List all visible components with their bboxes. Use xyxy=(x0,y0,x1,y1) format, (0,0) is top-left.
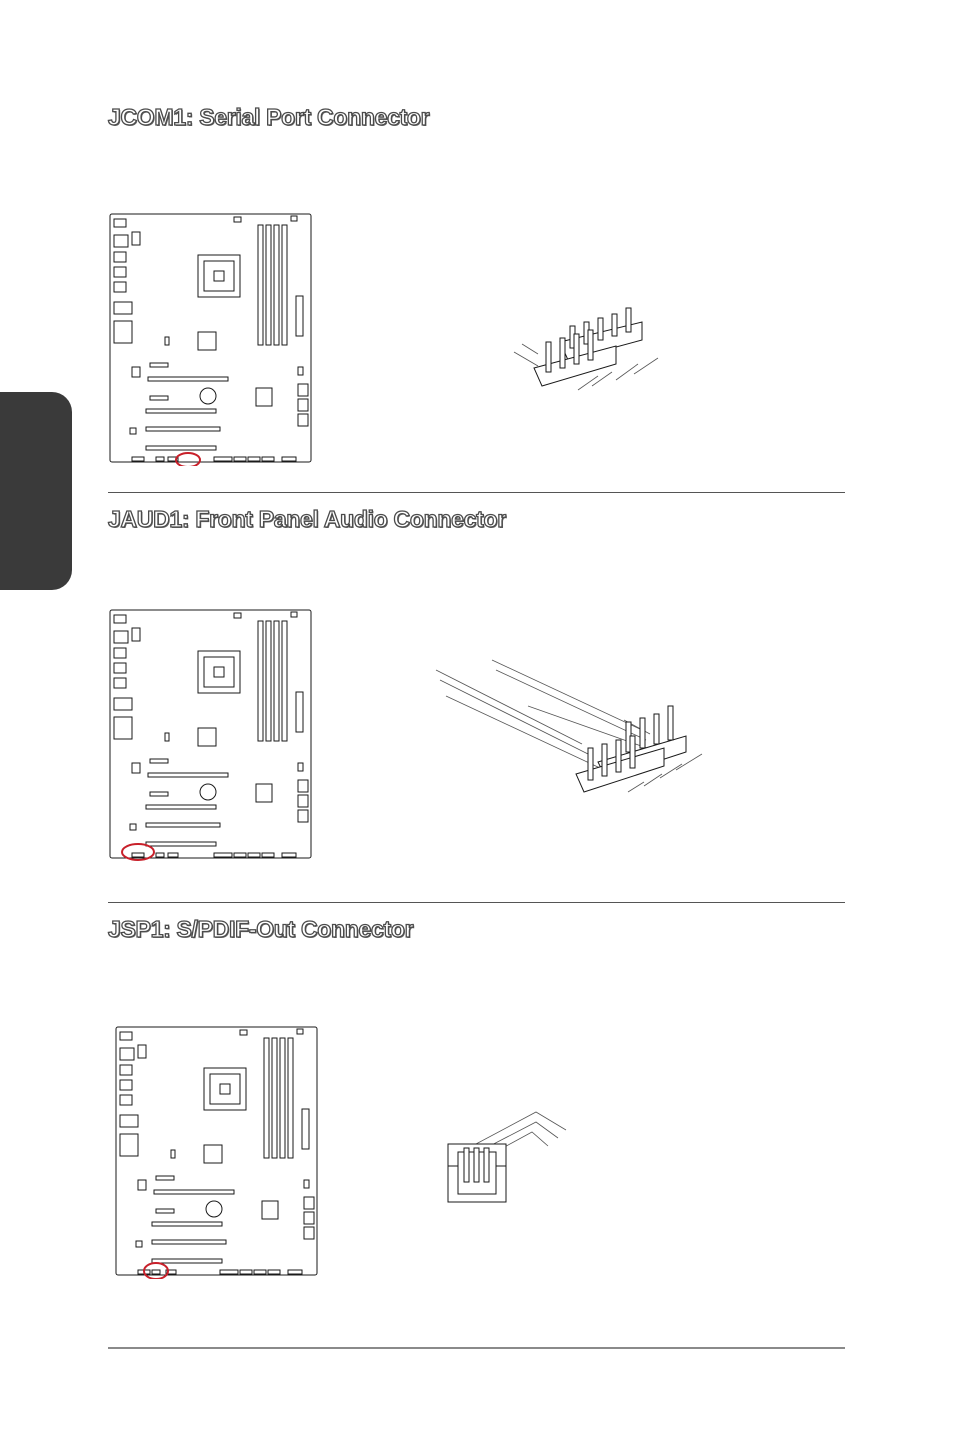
chapter-side-tab xyxy=(0,392,72,590)
jcom1-title: JCOM1: Serial Port Connector xyxy=(108,104,430,130)
jaud1-pin-diagram xyxy=(432,656,712,806)
jcom1-pin-diagram xyxy=(508,302,668,406)
jsp1-board-diagram xyxy=(114,1025,320,1279)
jcom1-board-diagram xyxy=(108,212,314,466)
jsp1-title: JSP1: S/PDIF-Out Connector xyxy=(108,916,414,942)
section-divider xyxy=(108,902,845,903)
section-divider xyxy=(108,492,845,493)
jaud1-title: JAUD1: Front Panel Audio Connector xyxy=(108,506,506,532)
jsp1-pin-diagram xyxy=(444,1108,574,1208)
jaud1-board-diagram xyxy=(108,608,314,862)
page-footer-rule xyxy=(108,1347,845,1349)
